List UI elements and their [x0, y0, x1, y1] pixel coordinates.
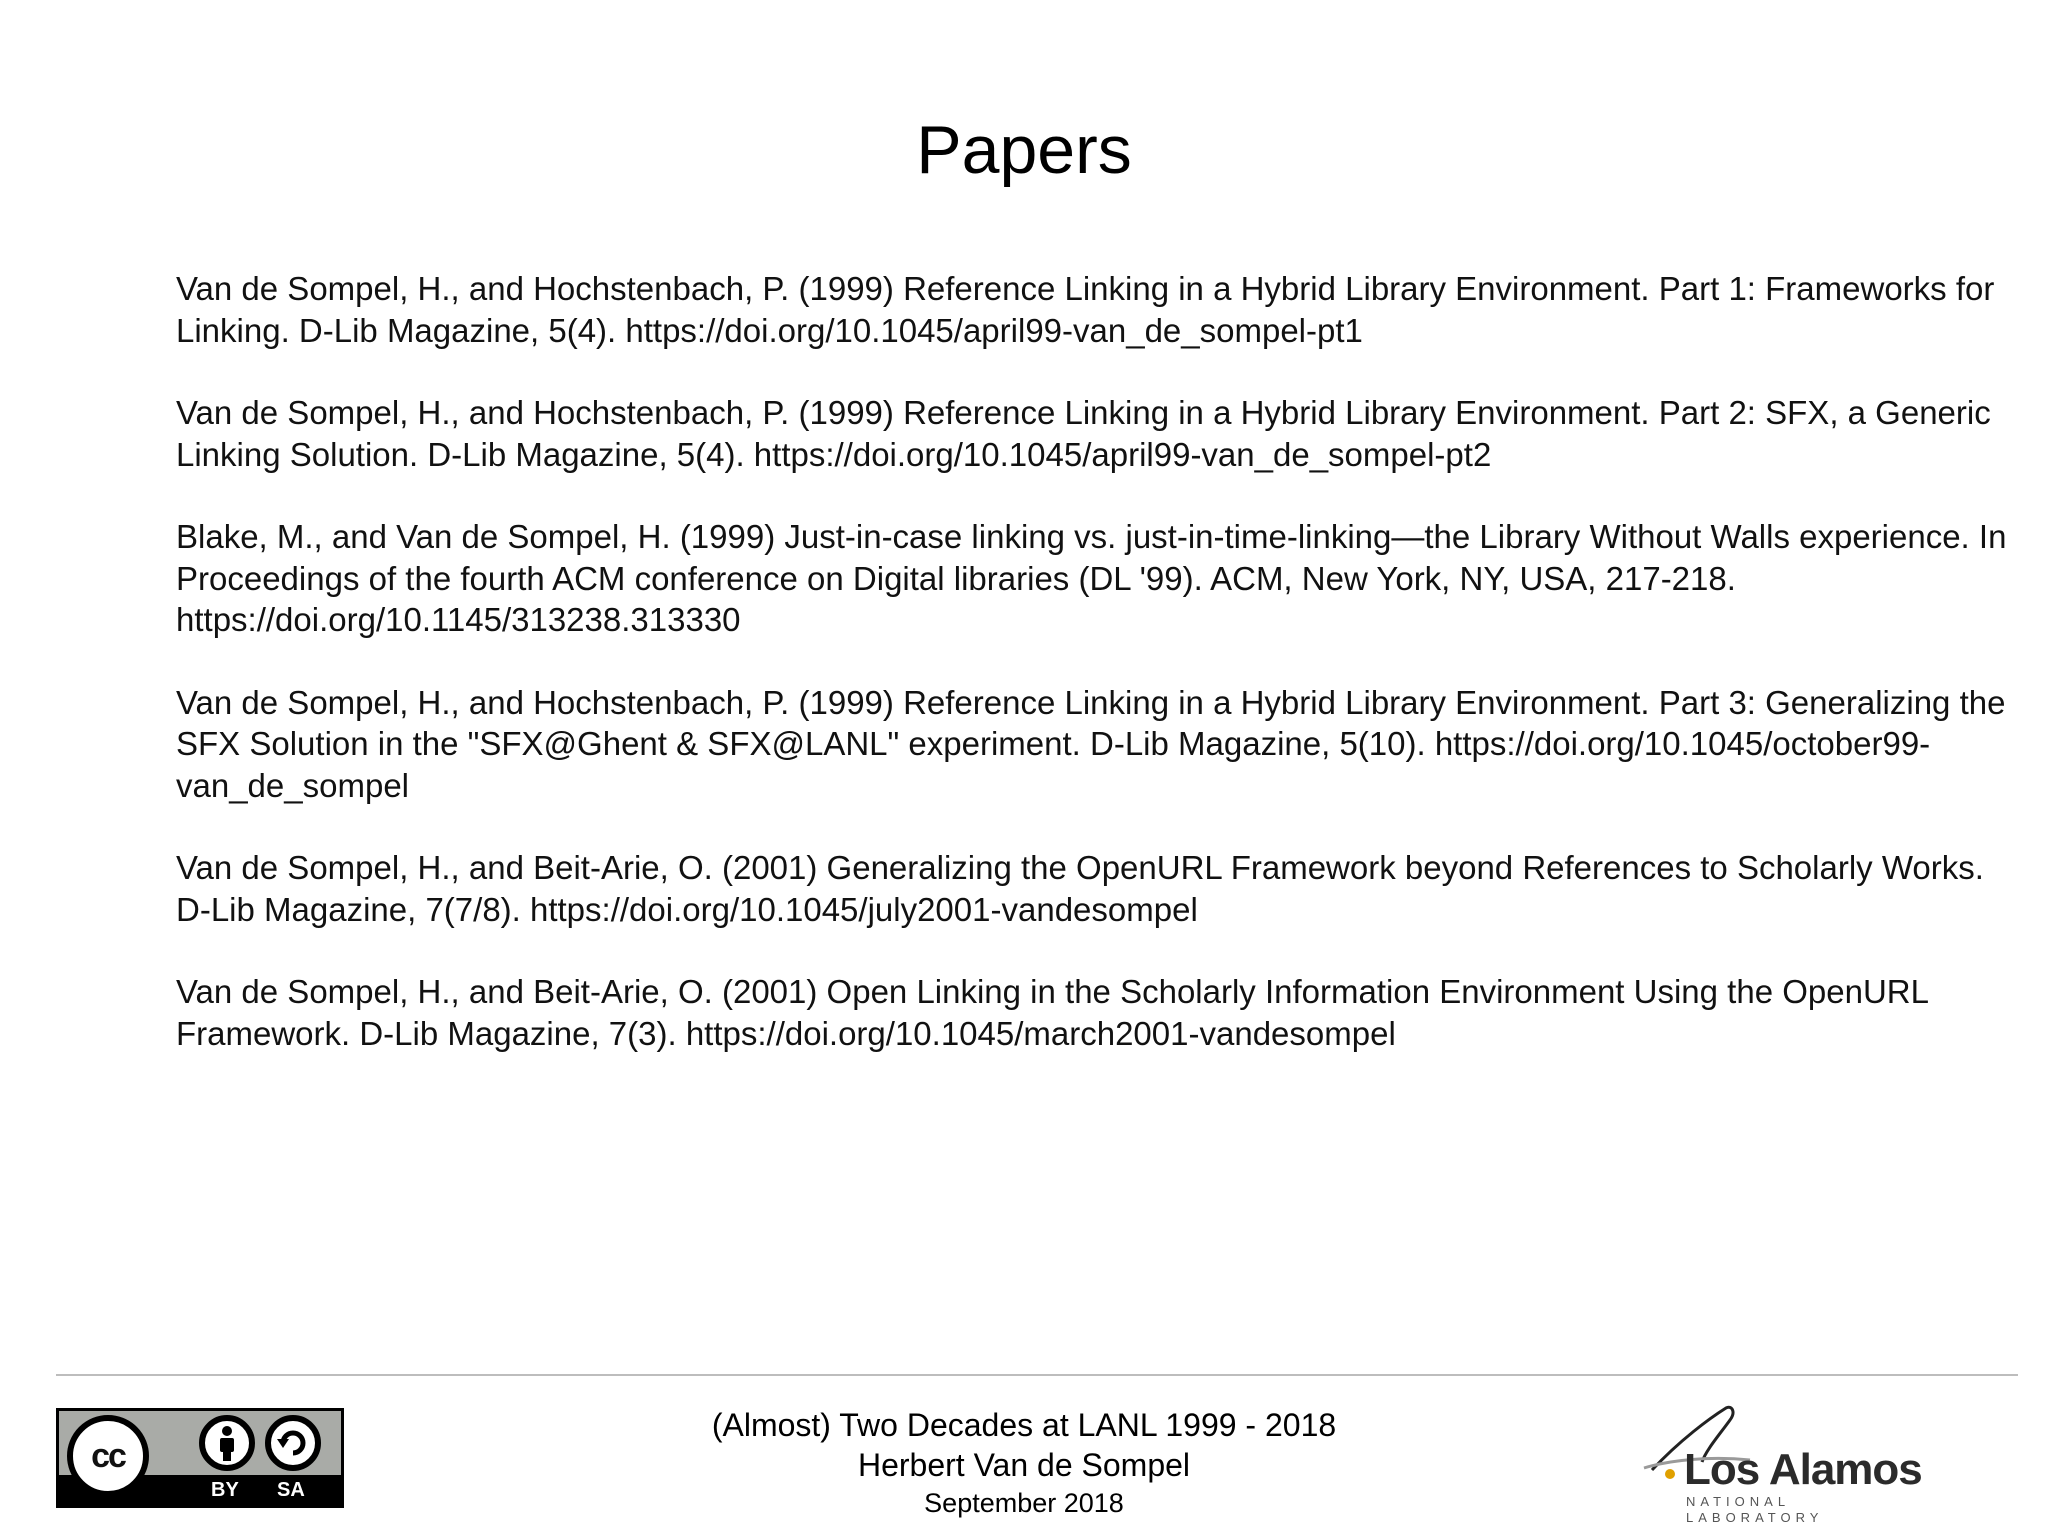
footer-author: Herbert Van de Sompel: [857, 1447, 1191, 1483]
reference-item: Van de Sompel, H., and Beit-Arie, O. (2001) Open Linking in the Scholarly Information Environment Using the OpenURL Framework. D-Lib Magazine, 7(3). https://doi.org/10.1045/march2001-vandesompel: [176, 973, 1928, 1052]
sa-label: SA: [277, 1479, 305, 1501]
cc-icon-label: cc: [91, 1436, 125, 1475]
reference-item: Blake, M., and Van de Sompel, H. (1999) Just-in-case linking vs. just-in-time-linking—the Library Without Walls experience. In Proceedings of the fourth ACM conference on Digital libraries (DL '99). ACM, New York, NY, USA, 217-218. https://doi.org/10.1145/313238.313330: [176, 518, 2007, 638]
reference-item: Van de Sompel, H., and Hochstenbach, P. (1999) Reference Linking in a Hybrid Library Environment. Part 1: Frameworks for Linking. D-Lib Magazine, 5(4). https://doi.org/10.1045/april99-van_de_sompel-pt1: [176, 270, 1995, 349]
lanl-logo: [1640, 1400, 1930, 1525]
footer-divider: [56, 1374, 2018, 1376]
reference-list: [176, 268, 2016, 1095]
slide-title: Papers: [916, 112, 1132, 188]
reference-item: Van de Sompel, H., and Beit-Arie, O. (2001) Generalizing the OpenURL Framework beyond References to Scholarly Works. D-Lib Magazine, 7(7/8). https://doi.org/10.1045/july2001-vandesompel: [176, 849, 1984, 928]
reference-item: Van de Sompel, H., and Hochstenbach, P. (1999) Reference Linking in a Hybrid Library Environment. Part 2: SFX, a Generic Linking Solution. D-Lib Magazine, 5(4). https://doi.org/10.1045/april99-van_de_sompel-pt2: [176, 394, 1991, 473]
footer-date: September 2018: [924, 1488, 1124, 1518]
lanl-logo-subtitle: NATIONAL LABORATORY: [1686, 1494, 1824, 1525]
lanl-logo-name: Los Alamos: [1684, 1445, 1922, 1494]
reference-item: Van de Sompel, H., and Hochstenbach, P. (1999) Reference Linking in a Hybrid Library Environment. Part 3: Generalizing the SFX Solution in the "SFX@Ghent & SFX@LANL" experiment. D-Lib Magazine, 5(10). https://doi.org/10.1045/october99-van_de_sompel: [176, 683, 2006, 804]
footer-talk-title: (Almost) Two Decades at LANL 1999 - 2018: [711, 1407, 1337, 1443]
by-label: BY: [211, 1479, 239, 1501]
